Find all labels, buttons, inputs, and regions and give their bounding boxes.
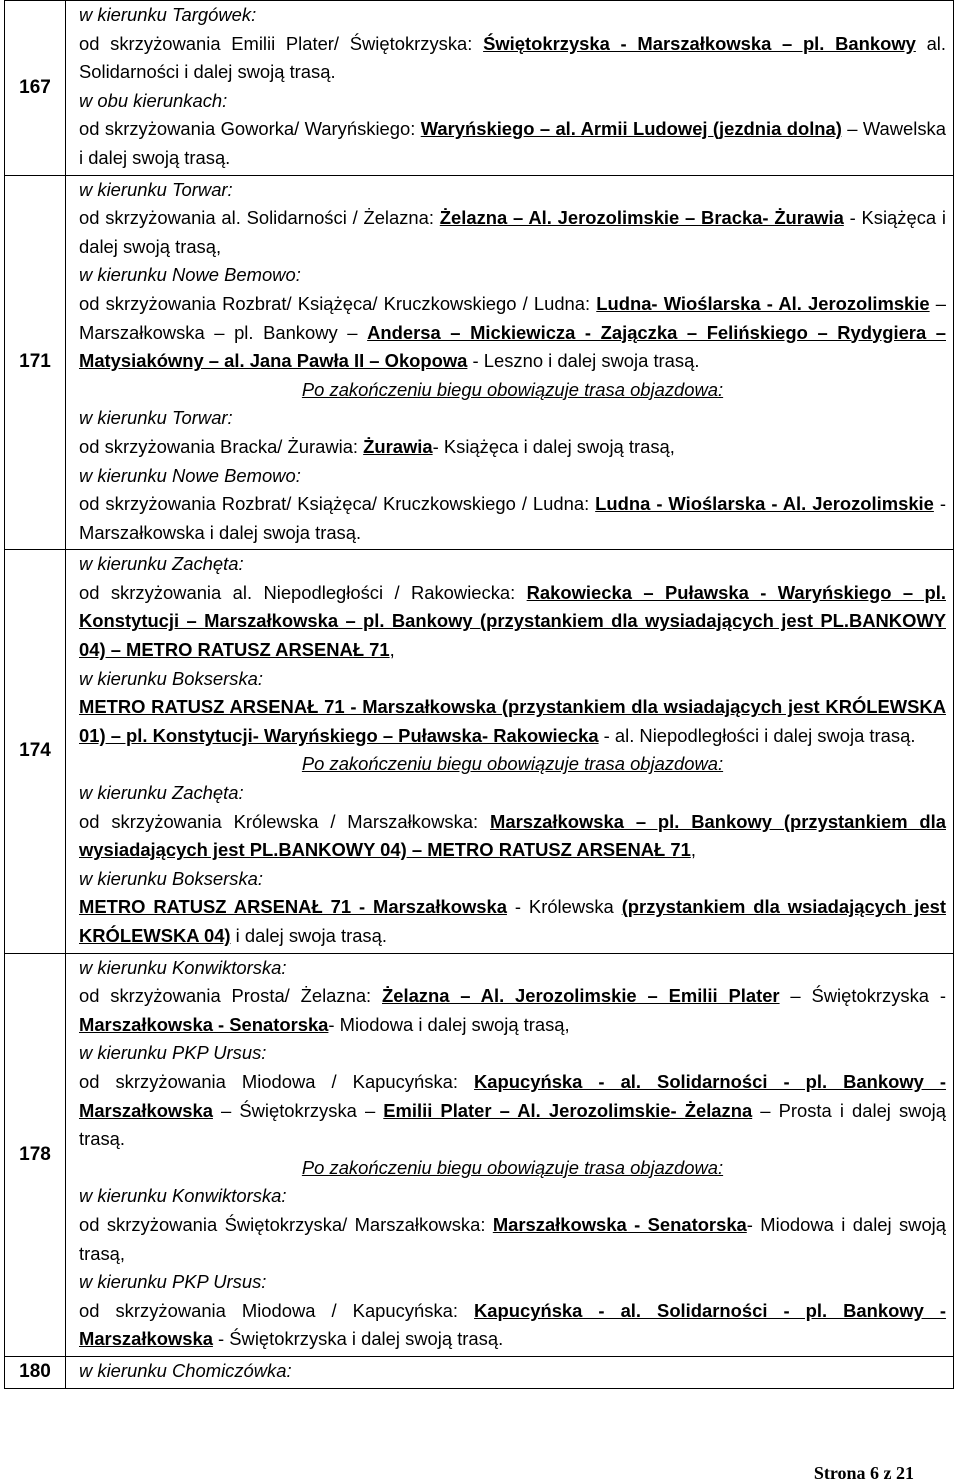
page-number: Strona 6 z 21: [813, 1463, 914, 1483]
text-segment: ,: [690, 839, 696, 861]
text-segment: - Marszałkowska i dalej swoja trasą.: [79, 493, 946, 543]
route-row: [5, 175, 954, 550]
text-segment: w obu kierunkach:: [79, 89, 228, 111]
direction-label: [79, 462, 946, 491]
text-segment: - Książęca i dalej swoją trasą,: [79, 207, 946, 257]
street-segment: METRO RATUSZ ARSENAŁ 71 - Marszałkowska: [79, 896, 507, 918]
route-row: [5, 1356, 954, 1388]
route-paragraph: [79, 204, 946, 261]
text-segment: od skrzyżowania Emilii Plater/ Świętokrzyska:: [79, 32, 484, 54]
direction-label: [79, 1357, 946, 1386]
text-segment: - Miodowa i dalej swoją trasą,: [79, 1213, 946, 1264]
route-paragraph: [79, 1068, 946, 1154]
route-paragraph: [79, 30, 946, 87]
detour-heading: [79, 750, 946, 779]
text-segment: Po zakończeniu biegu obowiązuje trasa objazdowa:: [301, 753, 724, 775]
text-segment: – Świętokrzyska -: [779, 985, 946, 1007]
text-segment: od skrzyżowania Goworka/ Waryńskiego:: [79, 118, 421, 140]
direction-label: [79, 261, 946, 290]
text-segment: - al. Niepodległości i dalej swoja trasą.: [598, 724, 916, 746]
route-table-body: [5, 1, 954, 1389]
direction-label: [79, 779, 946, 808]
text-segment: w kierunku Konwiktorska:: [79, 956, 287, 978]
text-segment: Po zakończeniu biegu obowiązuje trasa objazdowa:: [301, 1156, 724, 1178]
street-segment: Waryńskiego – al. Armii Ludowej (jezdnia dolna): [420, 118, 842, 140]
street-segment: (przystankiem dla wsiadających jest KRÓLEWSKA 04): [79, 896, 946, 946]
street-segment: Żelazna – Al. Jerozolimskie – Bracka- Żurawia: [439, 207, 844, 229]
street-segment: Marszałkowska - Senatorska: [79, 1013, 329, 1035]
text-segment: w kierunku Nowe Bemowo:: [79, 264, 301, 286]
route-paragraph: [79, 1211, 946, 1268]
street-segment: Kapucyńska - al. Solidarności - pl. Bankowy - Marszałkowska: [79, 1070, 947, 1121]
text-segment: od skrzyżowania Królewska / Marszałkowska:: [79, 810, 491, 832]
text-segment: od skrzyżowania al. Solidarności / Żelazna:: [79, 207, 440, 229]
street-segment: Kapucyńska - al. Solidarności - pl. Bankowy - Marszałkowska: [79, 1299, 947, 1350]
direction-label: [79, 404, 946, 433]
direction-label: [79, 1039, 946, 1068]
text-segment: w kierunku Bokserska:: [79, 667, 263, 689]
route-paragraph: [79, 490, 946, 547]
text-segment: - Miodowa i dalej swoją trasą,: [328, 1013, 570, 1035]
direction-label: [79, 1268, 946, 1297]
route-number: 178: [5, 953, 66, 1356]
text-segment: od skrzyżowania Prosta/ Żelazna:: [79, 985, 382, 1007]
street-segment: Świętokrzyska - Marszałkowska – pl. Bankowy: [483, 32, 916, 54]
street-segment: Marszałkowska – pl. Bankowy (przystankiem dla wysiadających jest PL.BANKOWY 04) – METRO RATUSZ ARSENAŁ 71: [79, 810, 947, 861]
route-paragraph: [79, 115, 946, 172]
text-segment: - Książęca i dalej swoją trasą,: [432, 435, 675, 457]
street-segment: Żelazna – Al. Jerozolimskie – Emilii Plater: [382, 985, 780, 1007]
text-segment: ,: [389, 639, 395, 661]
text-segment: w kierunku Torwar:: [79, 178, 233, 200]
text-segment: – Świętokrzyska –: [212, 1099, 384, 1121]
text-segment: – Marszałkowska – pl. Bankowy –: [79, 292, 946, 343]
text-segment: – Wawelska i dalej swoją trasą.: [79, 118, 946, 168]
direction-label: [79, 176, 946, 205]
route-description: [66, 175, 954, 550]
street-segment: Andersa – Mickiewicza - Zajączka – Felińskiego – Rydygiera – Matysiakówny – al. Jana Pawła II – Okopowa: [79, 321, 946, 372]
text-segment: Po zakończeniu biegu obowiązuje trasa objazdowa:: [301, 378, 724, 400]
text-segment: w kierunku Nowe Bemowo:: [79, 464, 301, 486]
route-number: 174: [5, 550, 66, 953]
direction-label: [79, 865, 946, 894]
route-paragraph: [79, 579, 946, 665]
text-segment: od skrzyżowania al. Niepodległości / Rakowiecka:: [79, 581, 527, 603]
text-segment: - Królewska: [506, 896, 622, 918]
route-number: 171: [5, 175, 66, 550]
text-segment: – Prosta i dalej swoją trasą.: [79, 1099, 946, 1150]
route-row: [5, 550, 954, 953]
route-number: 180: [5, 1356, 66, 1388]
detour-heading: [79, 376, 946, 405]
route-row: [5, 1, 954, 176]
route-paragraph: [79, 693, 946, 750]
text-segment: w kierunku Torwar:: [79, 407, 233, 429]
text-segment: w kierunku Konwiktorska:: [79, 1185, 287, 1207]
text-segment: w kierunku Targówek:: [79, 4, 257, 25]
text-segment: - Leszno i dalej swoja trasą.: [467, 350, 700, 372]
text-segment: al. Solidarności i dalej swoją trasą.: [79, 32, 946, 83]
route-number: 167: [5, 1, 66, 176]
route-description: [66, 953, 954, 1356]
direction-label: [79, 1182, 946, 1211]
route-row: [5, 953, 954, 1356]
direction-label: [79, 954, 946, 983]
route-paragraph: [79, 893, 946, 950]
text-segment: od skrzyżowania Rozbrat/ Książęca/ Kruczkowskiego / Ludna:: [79, 292, 597, 314]
route-paragraph: [79, 1297, 946, 1354]
text-segment: od skrzyżowania Miodowa / Kapucyńska:: [79, 1299, 475, 1321]
detour-heading: [79, 1154, 946, 1183]
text-segment: w kierunku PKP Ursus:: [79, 1271, 267, 1293]
direction-label: [79, 665, 946, 694]
text-segment: w kierunku Zachęta:: [79, 782, 244, 804]
street-segment: Emilii Plater – Al. Jerozolimskie- Żelazna: [383, 1099, 753, 1121]
street-segment: Żurawia: [363, 435, 433, 457]
text-segment: od skrzyżowania Świętokrzyska/ Marszałkowska:: [79, 1213, 493, 1235]
street-segment: Ludna- Wioślarska - Al. Jerozolimskie: [596, 292, 930, 314]
direction-label: [79, 550, 946, 579]
route-paragraph: [79, 433, 946, 462]
route-paragraph: [79, 982, 946, 1039]
direction-label: [79, 1, 946, 30]
text-segment: w kierunku Chomiczówka:: [79, 1359, 292, 1381]
text-segment: - Świętokrzyska i dalej swoją trasą.: [212, 1328, 504, 1350]
route-description: [66, 550, 954, 953]
route-description: [66, 1356, 954, 1388]
street-segment: Marszałkowska - Senatorska: [492, 1213, 747, 1235]
text-segment: od skrzyżowania Rozbrat/ Książęca/ Kruczkowskiego / Ludna:: [79, 493, 596, 515]
text-segment: od skrzyżowania Miodowa / Kapucyńska:: [79, 1070, 475, 1092]
route-paragraph: [79, 290, 946, 376]
text-segment: w kierunku PKP Ursus:: [79, 1042, 267, 1064]
route-table: [4, 0, 954, 1389]
street-segment: Ludna - Wioślarska - Al. Jerozolimskie: [595, 493, 934, 515]
text-segment: od skrzyżowania Bracka/ Żurawia:: [79, 435, 364, 457]
route-description: [66, 1, 954, 176]
text-segment: w kierunku Zachęta:: [79, 553, 244, 575]
text-segment: w kierunku Bokserska:: [79, 867, 263, 889]
street-segment: Rakowiecka – Puławska - Waryńskiego – pl. Konstytucji – Marszałkowska – pl. Bankowy (przystankiem dla wysiadających jest PL.BANKOWY 04) – METRO RATUSZ ARSENAŁ 71: [79, 581, 946, 661]
route-paragraph: [79, 808, 946, 865]
text-segment: i dalej swoja trasą.: [230, 925, 387, 946]
street-segment: METRO RATUSZ ARSENAŁ 71 - Marszałkowska (przystankiem dla wsiadających jest KRÓLEWSKA 01) – pl. Konstytucji- Waryńskiego – Puławska- Rakowiecka: [79, 696, 946, 746]
direction-label: [79, 87, 946, 116]
